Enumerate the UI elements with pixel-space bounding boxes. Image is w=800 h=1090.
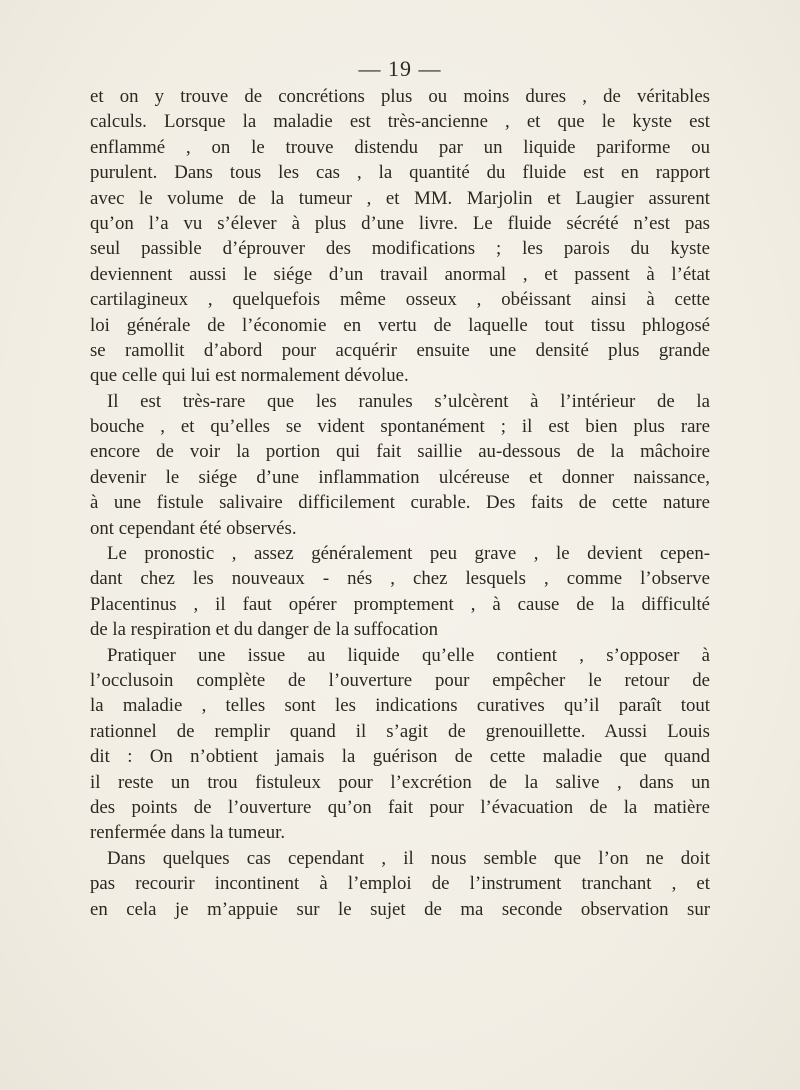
text-line: Pratiquer une issue au liquide qu’elle contient , s’opposer à xyxy=(107,644,710,666)
text-line: deviennent aussi le siége d’un travail anormal , et passent à l’état xyxy=(90,263,710,285)
body-text xyxy=(90,84,710,922)
text-line: rationnel de remplir quand il s’agit de grenouillette. Aussi Louis xyxy=(90,720,710,742)
text-line: seul passible d’éprouver des modifications ; les parois du kyste xyxy=(90,238,710,260)
text-line: renfermée dans la tumeur. xyxy=(90,822,286,844)
text-line: Dans quelques cas cependant , il nous semble que l’on ne doit xyxy=(107,847,710,869)
text-line: encore de voir la portion qui fait saillie au-dessous de la mâchoire xyxy=(90,441,710,463)
text-line: enflammé , on le trouve distendu par un liquide pariforme ou xyxy=(90,136,710,158)
text-line: purulent. Dans tous les cas , la quantité du fluide est en rapport xyxy=(90,162,710,184)
text-line: qu’on l’a vu s’élever à plus d’une livre. Le fluide sécrété n’est pas xyxy=(90,212,710,234)
text-line: pas recourir incontinent à l’emploi de l’instrument tranchant , et xyxy=(90,873,710,895)
text-line: l’occlusoin complète de l’ouverture pour empêcher le retour de xyxy=(90,669,710,691)
text-line: la maladie , telles sont les indications curatives qu’il paraît tout xyxy=(90,695,710,717)
text-line: il reste un trou fistuleux pour l’excrétion de la salive , dans un xyxy=(90,771,710,793)
text-line: dant chez les nouveaux - nés , chez lesquels , comme l’observe xyxy=(90,568,710,590)
text-line: bouche , et qu’elles se vident spontanément ; il est bien plus rare xyxy=(90,416,710,438)
text-line: que celle qui lui est normalement dévolue. xyxy=(90,365,409,387)
page-number: — 19 — xyxy=(358,56,442,81)
text-line: loi générale de l’économie en vertu de laquelle tout tissu phlogosé xyxy=(90,314,710,336)
text-line: se ramollit d’abord pour acquérir ensuite une densité plus grande xyxy=(90,339,710,361)
text-line: en cela je m’appuie sur le sujet de ma seconde observation sur xyxy=(90,898,710,920)
text-line: cartilagineux , quelquefois même osseux , obéissant ainsi à cette xyxy=(90,289,710,311)
text-line: Il est très-rare que les ranules s’ulcèrent à l’intérieur de la xyxy=(107,390,710,412)
text-line: à une fistule salivaire difficilement curable. Des faits de cette nature xyxy=(90,492,710,514)
text-line: des points de l’ouverture qu’on fait pour l’évacuation de la matière xyxy=(90,796,710,818)
text-line: et on y trouve de concrétions plus ou moins dures , de véritables xyxy=(90,86,710,107)
text-line: calculs. Lorsque la maladie est très-ancienne , et que le kyste est xyxy=(90,111,710,133)
text-line: de la respiration et du danger de la suffocation xyxy=(90,619,439,641)
text-line: ont cependant été observés. xyxy=(90,517,297,539)
text-line: Le pronostic , assez généralement peu grave , le devient cepen- xyxy=(107,543,710,565)
text-line: Placentinus , il faut opérer promptement , à cause de la difficulté xyxy=(90,593,710,615)
text-line: avec le volume de la tumeur , et MM. Marjolin et Laugier assurent xyxy=(90,187,710,209)
text-line: devenir le siége d’une inflammation ulcéreuse et donner naissance, xyxy=(90,466,710,488)
text-line: dit : On n’obtient jamais la guérison de cette maladie que quand xyxy=(90,746,710,768)
